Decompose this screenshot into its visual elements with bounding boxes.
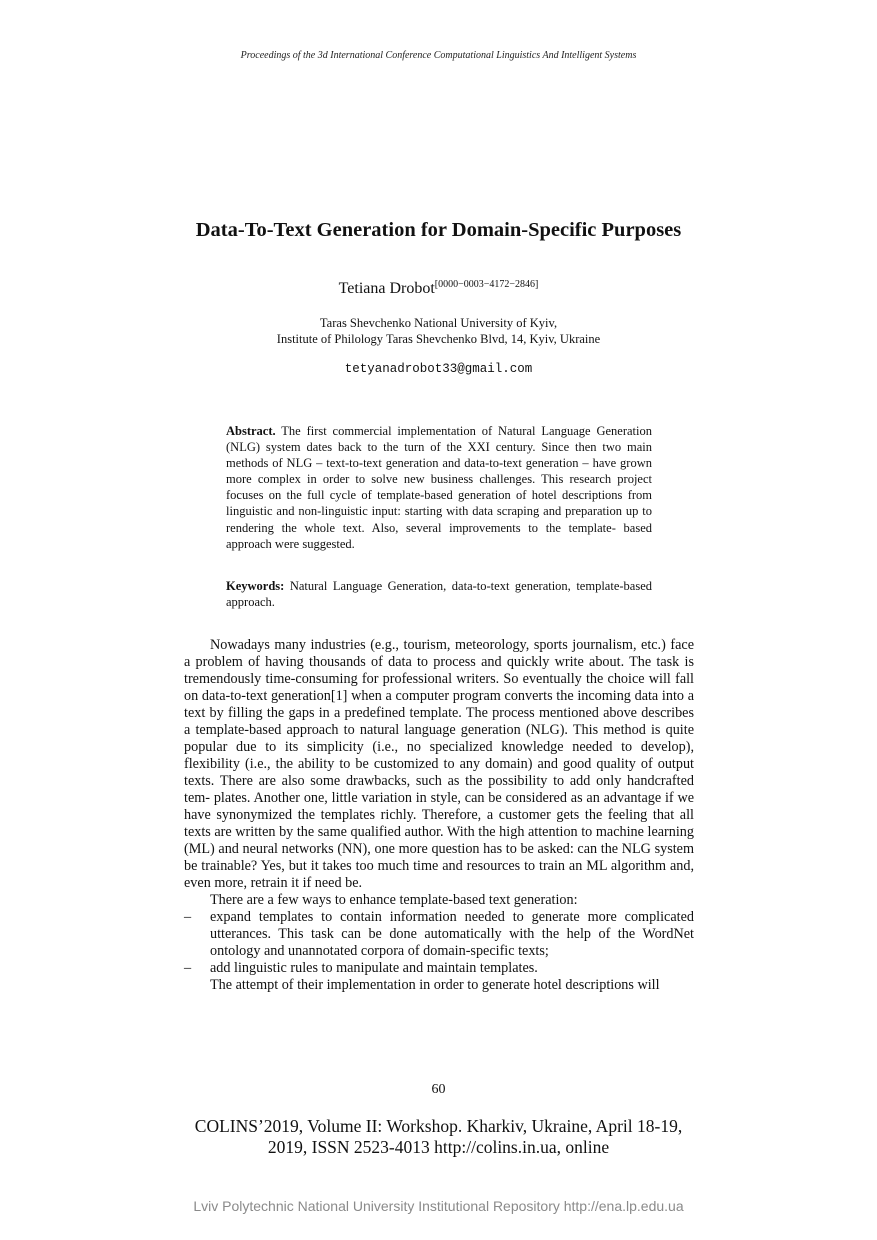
keywords-label: Keywords: xyxy=(226,579,285,593)
author-line xyxy=(0,279,877,298)
page-number: 60 xyxy=(431,1082,446,1097)
bullet-dash: – xyxy=(184,909,192,925)
footer-line-2: 2019, ISSN 2523-4013 http://colins.in.ua, online xyxy=(267,1136,610,1157)
body-text xyxy=(184,637,694,994)
keywords xyxy=(226,578,652,610)
repository-watermark: Lviv Polytechnic National University Institutional Repository http://ena.lp.edu.ua xyxy=(193,1198,684,1214)
list-item xyxy=(184,960,694,977)
footer-line-1: COLINS’2019, Volume II: Workshop. Kharkiv, Ukraine, April 18-19, xyxy=(194,1116,683,1136)
enhancement-list xyxy=(184,909,694,977)
body-paragraph-1: Nowadays many industries (e.g., tourism, meteorology, sports journalism, etc.) face a problem of having thousands of data to process and quickly write about. The task is tremendously time-consuming for professional writers. So eventually the choice will fall on data-to-text generation[1] when a computer program converts the incoming data into a text by filling the gaps in a predefined template. The process mentioned above describes a template-based approach to natural language generation (NLG). This method is quite popular due to its simplicity (i.e., no specialized knowledge needed to develop), flexibility (i.e., the ability to be customized to any domain) and good quality of output texts. There are also some drawbacks, such as the possibility to add only handcrafted tem- plates. Another one, little variation in style, can be considered as an advantage if we have synonymized the templates richly. Therefore, a customer gets the feeling that all texts are written by the same qualified author. With the high attention to machine learning (ML) and neural networks (NN), one more question has to be asked: can the NLG system be trainable? Yes, but it takes too much time and resources to train an ML algorithm and, even more, retrain it if need be. xyxy=(184,637,694,891)
list-item xyxy=(184,909,694,960)
affiliation-line-2: Institute of Philology Taras Shevchenko Blvd, 14, Kyiv, Ukraine xyxy=(276,332,601,346)
keywords-text: Natural Language Generation, data-to-text generation, template-based approach. xyxy=(226,579,652,610)
affiliation xyxy=(0,315,877,347)
author-name: Tetiana Drobot xyxy=(338,280,435,297)
paper-title: Data-To-Text Generation for Domain-Specific Purposes xyxy=(195,219,682,241)
abstract xyxy=(226,423,652,552)
running-header: Proceedings of the 3d International Conference Computational Linguistics And Intelligent Systems xyxy=(240,50,637,61)
abstract-text: The first commercial implementation of Natural Language Generation (NLG) system dates back to the turn of the XXI century. Since then two main methods of NLG – text-to-text generation and data-to-text generation – have grown more complex in order to solve new business challenges. This research project focuses on the full cycle of template-based generation of hotel descriptions from linguistic and non-linguistic input: starting with data scraping and preparation up to rendering the whole text. Also, several improvements to the template- based approach were suggested. xyxy=(226,424,652,551)
body-paragraph-3: The attempt of their implementation in order to generate hotel descriptions will xyxy=(210,977,660,993)
list-item-text: expand templates to contain information needed to generate more complicated utterances. This task can be done automatically with the help of the WordNet ontology and unannotated corpora of domain-specific texts; xyxy=(210,909,694,959)
abstract-label: Abstract. xyxy=(226,424,276,438)
body-paragraph-2: There are a few ways to enhance template-based text generation: xyxy=(210,892,578,908)
affiliation-line-1: Taras Shevchenko National University of Kyiv, xyxy=(319,316,558,330)
author-orcid: [0000−0003−4172−2846] xyxy=(434,279,539,290)
conference-footer xyxy=(0,1116,877,1157)
list-item-text: add linguistic rules to manipulate and maintain templates. xyxy=(210,960,538,976)
author-email: tetyanadrobot33@gmail.com xyxy=(344,362,533,376)
bullet-dash: – xyxy=(184,960,192,976)
